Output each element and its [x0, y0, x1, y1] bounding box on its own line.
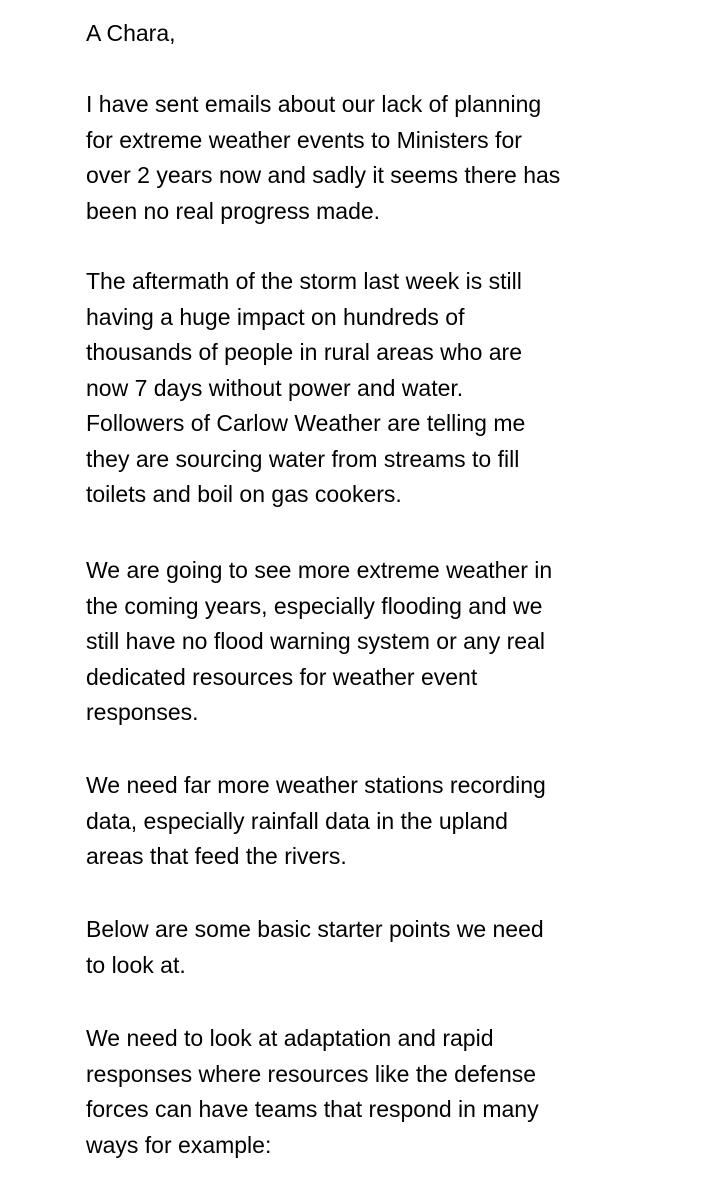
paragraph-starter-points: Below are some basic starter points we need to look at.	[86, 916, 544, 978]
paragraph-planning: I have sent emails about our lack of planning for extreme weather events to Ministers for over 2 years now and sadly it seems there has been no real progress made.	[86, 91, 561, 224]
paragraph-storm-aftermath: The aftermath of the storm last week is still having a huge impact on hundreds of thousands of people in rural areas who are now 7 days without power and water. Followers of Carlow Weather are telling me they are sourcing water from streams to fill toilets and boil on gas cookers.	[86, 268, 526, 507]
paragraph-extreme-weather: We are going to see more extreme weather in the coming years, especially flooding and we still have no flood warning system or any real dedicated resources for weather event responses.	[86, 557, 553, 725]
paragraph-weather-stations: We need far more weather stations recording data, especially rainfall data in the upland areas that feed the rivers.	[86, 772, 546, 869]
letter-greeting: A Chara,	[86, 20, 176, 46]
paragraph-adaptation: We need to look at adaptation and rapid responses where resources like the defense forces can have teams that respond in many ways for example:	[86, 1025, 539, 1158]
